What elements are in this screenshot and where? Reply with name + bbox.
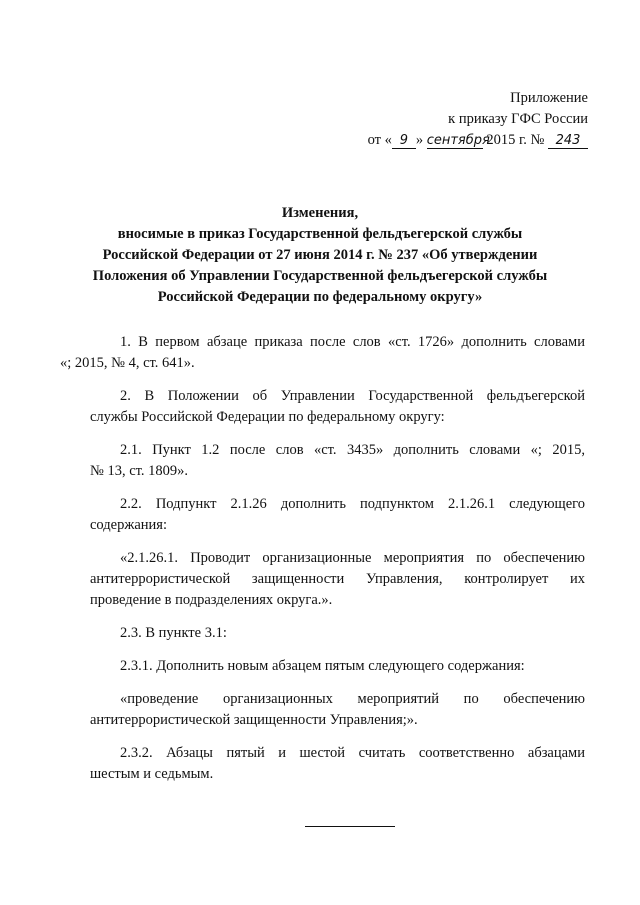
annex-title: Приложение (510, 90, 588, 106)
title-line: Российской Федерации по федеральному округу» (157, 289, 483, 305)
paragraph-line: 2.2. Подпункт 2.1.26 дополнить подпунктом 2.1.26.1 следующего (120, 496, 585, 512)
paragraph-line: 2.3. В пункте 3.1: (120, 625, 227, 641)
paragraph-2 (90, 386, 585, 428)
paragraph-line: 2.3.1. Дополнить новым абзацем пятым следующего содержания: (120, 658, 525, 674)
annex-date-line (368, 130, 588, 151)
paragraph-line: 2.1. Пункт 1.2 после слов «ст. 3435» дополнить словами «; 2015, (120, 442, 585, 458)
paragraph-2-1 (90, 440, 585, 482)
annex-header (368, 88, 588, 151)
title-line: Положения об Управлении Государственной фельдъегерской службы (92, 268, 548, 284)
paragraph-line: 1. В первом абзаце приказа после слов «ст. 1726» дополнить словами (120, 334, 585, 350)
paragraph-2-3 (90, 623, 585, 644)
handwritten-day: 9 (392, 134, 416, 149)
paragraph-line: антитеррористической защищенности Управления;». (90, 712, 418, 728)
paragraph-2-2 (90, 494, 585, 536)
paragraph-2-2-quote (90, 548, 585, 611)
paragraph-line: шестым и седьмым. (90, 766, 214, 782)
paragraph-line: «2.1.26.1. Проводит организационные мероприятия по обеспечению (120, 550, 585, 566)
paragraph-line: «проведение организационных мероприятий по обеспечению (120, 691, 585, 707)
end-divider (305, 826, 395, 827)
handwritten-month: сентября (426, 133, 490, 148)
paragraph-line: антитеррористической защищенности Управления, контролирует их (90, 571, 585, 587)
paragraph-line: 2.3.2. Абзацы пятый и шестой считать соответственно абзацами (120, 745, 585, 761)
date-prefix: от « (367, 132, 392, 148)
annex-order-ref: к приказу ГФС России (448, 111, 588, 127)
document-body (60, 332, 585, 797)
paragraph-2-3-2 (90, 743, 585, 785)
paragraph-line: содержания: (90, 517, 168, 533)
date-year: 2015 г. № (486, 132, 545, 148)
paragraph-1 (60, 332, 585, 374)
title-line: вносимые в приказ Государственной фельдъегерской службы (117, 226, 523, 242)
paragraph-line: проведение в подразделениях округа.». (90, 592, 333, 608)
paragraph-2-3-1-quote (90, 689, 585, 731)
paragraph-line: № 13, ст. 1809». (90, 463, 189, 479)
paragraph-line: 2. В Положении об Управлении Государственной фельдъегерской (120, 388, 585, 404)
date-quote-close: » (415, 132, 424, 148)
paragraph-line: «; 2015, № 4, ст. 641». (60, 355, 195, 371)
handwritten-order-number: 243 (548, 134, 588, 149)
title-line: Российской Федерации от 27 июня 2014 г. № 237 «Об утверждении (102, 247, 538, 263)
paragraph-line: службы Российской Федерации по федеральному округу: (90, 409, 445, 425)
title-line: Изменения, (281, 205, 359, 221)
paragraph-2-3-1 (90, 656, 585, 677)
document-title (60, 203, 580, 308)
